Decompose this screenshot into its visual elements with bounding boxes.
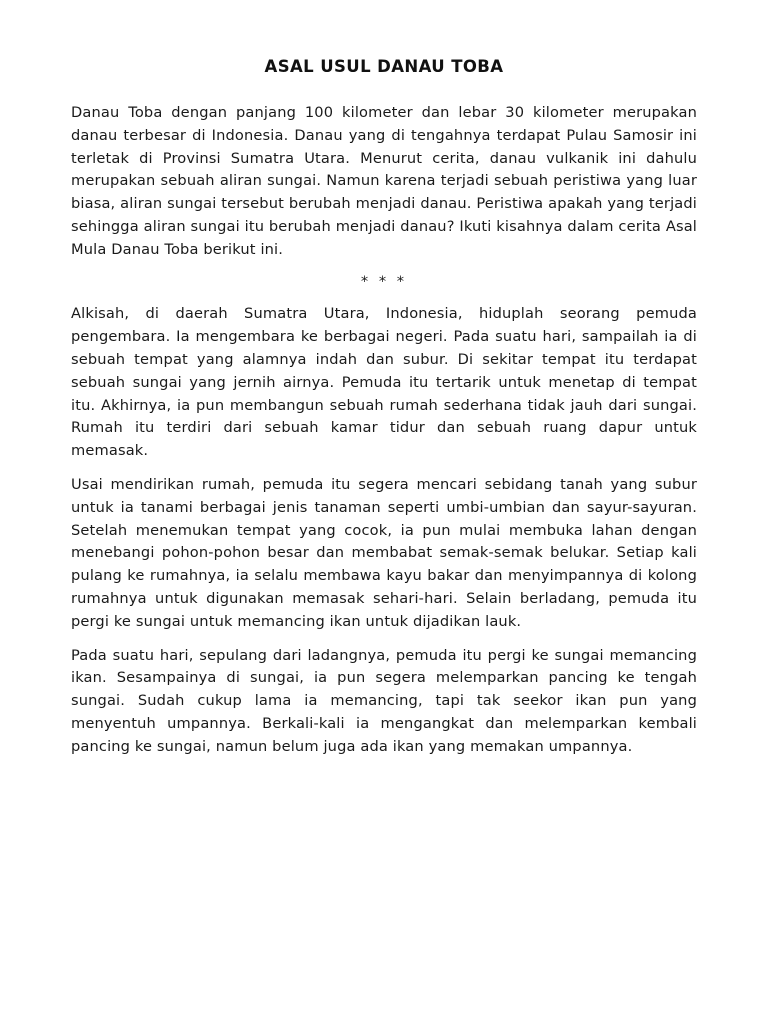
document-page	[71, 0, 697, 759]
paragraph-story-1: Alkisah, di daerah Sumatra Utara, Indonesia, hiduplah seorang pemuda pengembara. Ia mengembara ke berbagai negeri. Pada suatu hari, sampailah ia di sebuah tempat yang alamnya indah dan subur. Di sekitar tempat itu terdapat sebuah sungai yang jernih airnya. Pemuda itu tertarik untuk menetap di tempat itu. Akhirnya, ia pun membangun sebuah rumah sederhana tidak jauh dari sungai. Rumah itu terdiri dari sebuah kamar tidur dan sebuah ruang dapur untuk memasak.	[71, 305, 697, 460]
section-separator: * * *	[360, 272, 408, 290]
paragraph-intro: Danau Toba dengan panjang 100 kilometer dan lebar 30 kilometer merupakan danau terbesar di Indonesia. Danau yang di tengahnya terdapat Pulau Samosir ini terletak di Provinsi Sumatra Utara. Menurut cerita, danau vulkanik ini dahulu merupakan sebuah aliran sungai. Namun karena terjadi sebuah peristiwa yang luar biasa, aliran sungai tersebut berubah menjadi danau. Peristiwa apakah yang terjadi sehingga aliran sungai itu berubah menjadi danau? Ikuti kisahnya dalam cerita Asal Mula Danau Toba berikut ini.	[71, 104, 697, 258]
paragraph-story-3: Pada suatu hari, sepulang dari ladangnya, pemuda itu pergi ke sungai memancing ikan. Sesampainya di sungai, ia pun segera melemparkan pancing ke tengah sungai. Sudah cukup lama ia memancing, tapi tak seekor ikan pun yang menyentuh umpannya. Berkali-kali ia mengangkat dan melemparkan kembali pancing ke sungai, namun belum juga ada ikan yang memakan umpannya.	[71, 646, 697, 755]
paragraph-story-2: Usai mendirikan rumah, pemuda itu segera mencari sebidang tanah yang subur untuk ia tanami berbagai jenis tanaman seperti umbi-umbian dan sayur-sayuran. Setelah menemukan tempat yang cocok, ia pun mulai membuka lahan dengan menebangi pohon-pohon besar dan membabat semak-semak belukar. Setiap kali pulang ke rumahnya, ia selalu membawa kayu bakar dan menyimpannya di kolong rumahnya untuk digunakan memasak sehari-hari. Selain berladang, pemuda itu pergi ke sungai untuk memancing ikan untuk dijadikan lauk.	[71, 475, 697, 630]
document-title: ASAL USUL DANAU TOBA	[264, 57, 504, 76]
